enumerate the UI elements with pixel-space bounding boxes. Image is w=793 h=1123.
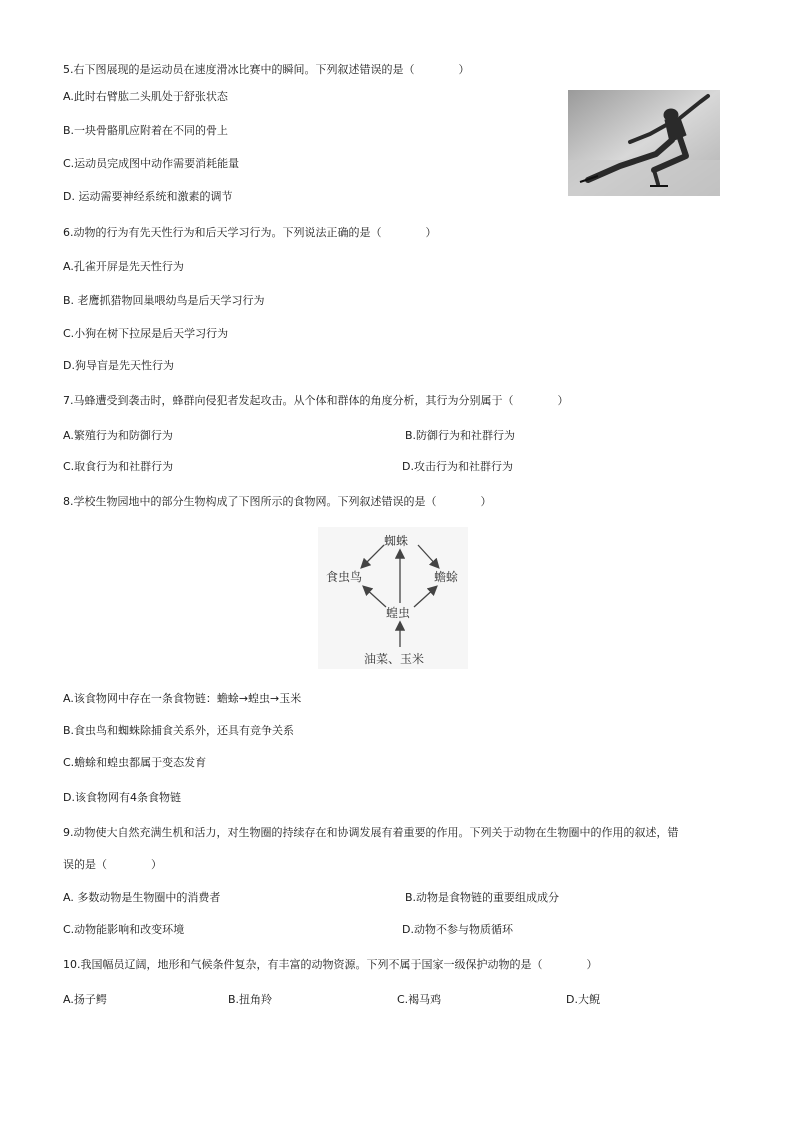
q10-option-b: B.扭角羚	[228, 993, 273, 1006]
q5-option-a: A.此时右臂肱二头肌处于舒张状态	[63, 90, 228, 103]
q9-stem-continued: 误的是（ ）	[63, 858, 162, 871]
q10-option-d: D.大鲵	[566, 993, 600, 1006]
q10-stem: 10.我国幅员辽阔，地形和气候条件复杂，有丰富的动物资源。下列不属于国家一级保护动物的是（ ）	[63, 958, 598, 971]
q5-option-b: B.一块骨骼肌应附着在不同的骨上	[63, 124, 229, 137]
q9-option-b: B.动物是食物链的重要组成成分	[405, 891, 560, 904]
q9-option-d: D.动物不参与物质循环	[402, 923, 513, 936]
q8-option-b: B.食虫鸟和蜘蛛除捕食关系外，还具有竞争关系	[63, 724, 295, 737]
q6-stem: 6.动物的行为有先天性行为和后天学习行为。下列说法正确的是（ ）	[63, 226, 437, 239]
q10-option-a: A.扬子鳄	[63, 993, 107, 1006]
node-locust: 蝗虫	[386, 606, 411, 620]
q8-option-c: C.蟾蜍和蝗虫都属于变态发育	[63, 756, 207, 769]
q8-option-d: D.该食物网有4条食物链	[63, 791, 181, 804]
q9-option-a: A. 多数动物是生物圈中的消费者	[63, 891, 221, 904]
q7-option-a: A.繁殖行为和防御行为	[63, 429, 173, 442]
food-web-diagram	[318, 527, 468, 669]
q5-option-c: C.运动员完成图中动作需要消耗能量	[63, 157, 240, 170]
q7-option-c: C.取食行为和社群行为	[63, 460, 174, 473]
q6-option-c: C.小狗在树下拉尿是后天学习行为	[63, 327, 229, 340]
q9-stem: 9.动物使大自然充满生机和活力，对生物圈的持续存在和协调发展有着重要的作用。下列关于动物在生物圈中的作用的叙述，错	[63, 826, 679, 839]
q7-stem: 7.马蜂遭受到袭击时，蜂群向侵犯者发起攻击。从个体和群体的角度分析，其行为分别属于（ ）	[63, 394, 569, 407]
node-spider: 蜘蛛	[384, 534, 409, 548]
q7-option-d: D.攻击行为和社群行为	[402, 460, 513, 473]
node-bird: 食虫鸟	[326, 570, 363, 584]
q6-option-a: A.孔雀开屏是先天性行为	[63, 260, 184, 273]
q5-stem: 5.右下图展现的是运动员在速度滑冰比赛中的瞬间。下列叙述错误的是（ ）	[63, 63, 470, 76]
node-toad: 蟾蜍	[434, 570, 459, 584]
q8-option-a: A.该食物网中存在一条食物链：蟾蜍→蝗虫→玉米	[63, 692, 302, 705]
q6-option-d: D.狗导盲是先天性行为	[63, 359, 174, 372]
q8-stem: 8.学校生物园地中的部分生物构成了下图所示的食物网。下列叙述错误的是（ ）	[63, 495, 492, 508]
q7-option-b: B.防御行为和社群行为	[405, 429, 516, 442]
q5-option-d: D. 运动需要神经系统和激素的调节	[63, 190, 233, 203]
q10-option-c: C.褐马鸡	[397, 993, 442, 1006]
q6-option-b: B. 老鹰抓猎物回巢喂幼鸟是后天学习行为	[63, 294, 265, 307]
q9-option-c: C.动物能影响和改变环境	[63, 923, 185, 936]
node-plants: 油菜、玉米	[364, 652, 425, 666]
speed-skater-photo	[568, 90, 720, 196]
